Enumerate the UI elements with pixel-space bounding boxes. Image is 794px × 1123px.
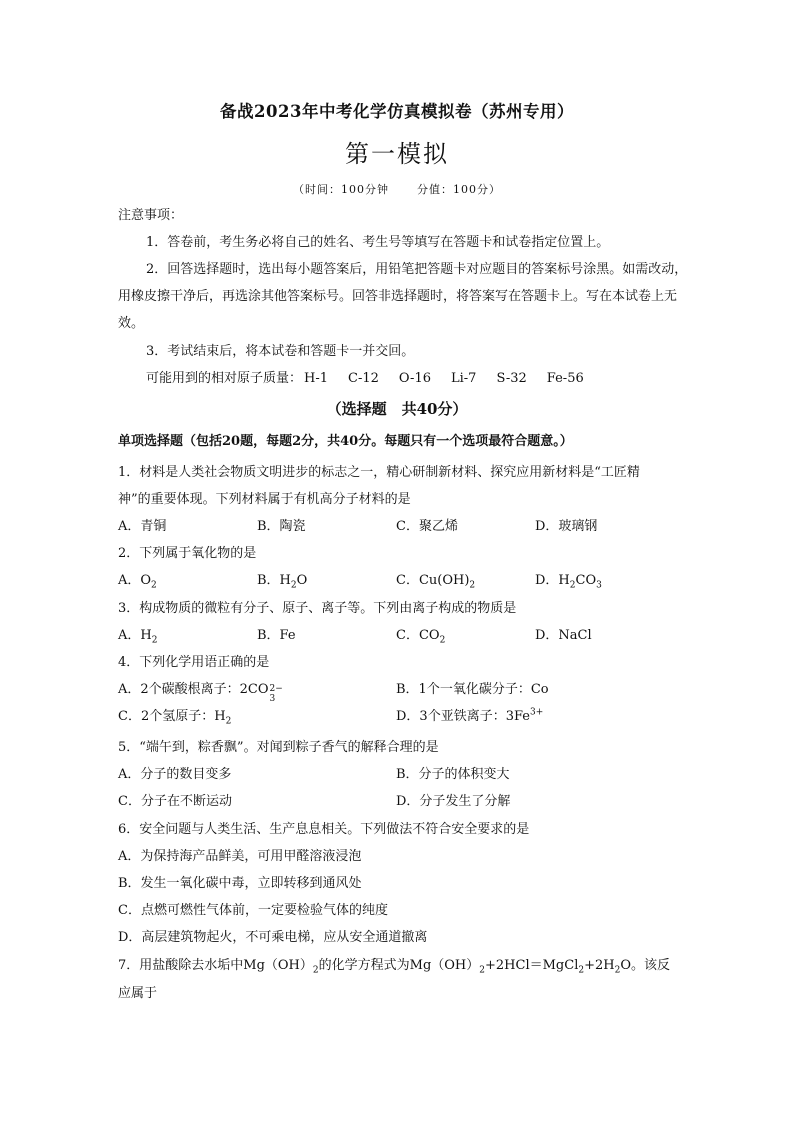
q2-stem: 2．下列属于氧化物的是 xyxy=(118,546,257,561)
q3-option-b: B．Fe xyxy=(257,628,296,643)
q4-option-d: D．3个亚铁离子：$3Fe^{3+}$ xyxy=(396,707,544,724)
q3-option-c: C．$CO_2$ xyxy=(396,628,446,646)
atom-mass: O-16 xyxy=(398,371,431,386)
notes-heading: 注意事项： xyxy=(118,208,184,223)
atomic-masses-label: 可能用到的相对原子质量： xyxy=(146,371,303,386)
atom-mass: Li-7 xyxy=(451,371,477,386)
note-1: 1．答卷前，考生务必将自己的姓名、考生号等填写在答题卡和试卷指定位置上。 xyxy=(146,235,610,250)
section-instruction: 单项选择题（包括20题，每题2分，共40分。每题只有一个选项最符合题意。） xyxy=(118,434,573,449)
total-score: 分值：100分） xyxy=(417,183,501,196)
q2-option-d: D．$H_2CO_3$ xyxy=(535,573,602,591)
q4-option-b: B．1个一氧化碳分子：Co xyxy=(396,682,549,697)
q3-option-d: D．NaCl xyxy=(535,628,592,643)
exam-title: 备战2023年中考化学仿真模拟卷（苏州专用） xyxy=(220,102,574,121)
q3-stem: 3．构成物质的微粒有分子、原子、离子等。下列由离子构成的物质是 xyxy=(118,601,517,616)
q1-option-b: B．陶瓷 xyxy=(257,519,306,534)
q3-option-a: A．$H_2$ xyxy=(118,628,158,646)
q2-option-b: B．$H_2O$ xyxy=(257,573,308,591)
note-2: 2．回答选择题时，选出每小题答案后，用铅笔把答题卡对应题目的答案标号涂黑。如需改动，用橡皮擦干净后，再选涂其他答案标号。回答非选择题时，将答案写在答题卡上。写在本试卷上无效。 xyxy=(118,262,688,331)
q7-stem-cont: 应属于 xyxy=(118,986,158,1001)
q6-option-a: A．为保持海产品鲜美，可用甲醛溶液浸泡 xyxy=(118,849,362,864)
q1-stem: 1．材料是人类社会物质文明进步的标志之一，精心研制新材料、探究应用新材料是“工匠精 xyxy=(118,465,640,480)
atom-mass: Fe-56 xyxy=(546,371,584,386)
q2-option-c: C．$Cu(OH)_2$ xyxy=(396,573,476,591)
q5-option-a: A．分子的数目变多 xyxy=(118,767,232,782)
time-score-info xyxy=(0,181,794,197)
q1-option-d: D．玻璃钢 xyxy=(535,519,598,534)
q6-option-c: C．点燃可燃性气体前，一定要检验气体的纯度 xyxy=(118,903,388,918)
atom-mass: H-1 xyxy=(304,371,329,386)
q5-stem: 5．“端午到，粽香飘”。对闻到粽子香气的解释合理的是 xyxy=(118,740,439,755)
q6-option-d: D．高层建筑物起火，不可乘电梯，应从安全通道撤离 xyxy=(118,930,428,945)
q7-stem: 7．用盐酸除去水垢中$Mg(OH)_2$的化学方程式为$Mg(OH)_2+2HCl=MgCl_2+2H_2O$。该反 xyxy=(118,958,671,976)
q4-option-c: C．2个氢原子：$H_2$ xyxy=(118,709,232,727)
section-title: （选择题 共40分） xyxy=(326,400,468,418)
q2-option-a: A．$O_2$ xyxy=(118,573,157,591)
atom-mass: S-32 xyxy=(496,371,527,386)
q5-option-c: C．分子在不断运动 xyxy=(118,794,232,809)
time-limit: （时间：100分钟 xyxy=(293,183,389,196)
q6-option-b: B．发生一氧化碳中毒，立即转移到通风处 xyxy=(118,876,362,891)
q5-option-b: B．分子的体积变大 xyxy=(396,767,510,782)
q4-option-a: A．2个碳酸根离子：2CO 2− 3 xyxy=(118,682,283,704)
exam-subtitle: 第一模拟 xyxy=(345,140,449,168)
q1-option-a: A．青铜 xyxy=(118,519,167,534)
note-3: 3．考试结束后，将本试卷和答题卡一并交回。 xyxy=(146,344,415,359)
q4-stem: 4．下列化学用语正确的是 xyxy=(118,655,270,670)
q1-stem-cont: 神”的重要体现。下列材料属于有机高分子材料的是 xyxy=(118,492,411,507)
atomic-masses xyxy=(146,369,716,389)
q1-option-c: C．聚乙烯 xyxy=(396,519,458,534)
q6-stem: 6．安全问题与人类生活、生产息息相关。下列做法不符合安全要求的是 xyxy=(118,822,530,837)
q5-option-d: D．分子发生了分解 xyxy=(396,794,511,809)
atom-mass: C-12 xyxy=(348,371,379,386)
